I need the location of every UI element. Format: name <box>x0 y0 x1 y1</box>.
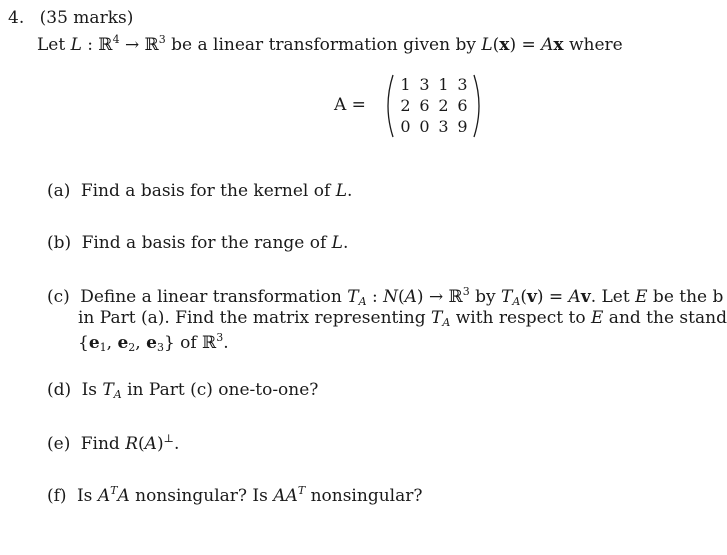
matrix-cell: 1 <box>438 75 449 94</box>
right-paren <box>474 75 479 137</box>
part-label: (c) <box>47 287 70 307</box>
part-sub: A <box>113 388 122 401</box>
part-var: AA <box>273 486 298 506</box>
part-text: Is <box>81 380 103 400</box>
matrix-cell: 9 <box>457 117 468 136</box>
part-var: A <box>117 486 130 506</box>
part-c-line-2 <box>78 308 727 329</box>
matrix-cell: 6 <box>457 96 468 115</box>
part-text: and the stand <box>603 308 727 328</box>
part-text: , <box>106 333 118 353</box>
intro-vector: x <box>499 35 510 55</box>
part-var: A <box>404 287 417 307</box>
matrix-entries <box>396 75 472 138</box>
part-sup: T <box>297 484 306 497</box>
part-label: (f) <box>47 486 67 506</box>
matrix-cell: 3 <box>438 117 449 136</box>
problem-number: 4. <box>8 8 25 28</box>
part-vector: e <box>117 333 129 353</box>
part-var: L <box>331 233 343 253</box>
part-text: } of ℝ <box>163 333 217 353</box>
part-var: A <box>144 434 157 454</box>
part-text: Is <box>76 486 98 506</box>
part-d <box>47 380 318 401</box>
part-var: T <box>431 308 443 328</box>
part-f <box>47 484 422 506</box>
left-paren <box>388 75 393 137</box>
part-text: ( <box>397 287 405 307</box>
part-var: A <box>97 486 111 506</box>
part-sub: 2 <box>128 341 136 354</box>
part-text: nonsingular? <box>305 486 423 506</box>
part-text: Find a basis for the kernel of <box>80 181 336 201</box>
part-text: in Part (a). Find the matrix representing <box>78 308 432 328</box>
part-var: N <box>383 287 398 307</box>
matrix-cell: 2 <box>438 96 449 115</box>
intro-sup: 3 <box>158 33 166 46</box>
part-text: with respect to <box>450 308 591 328</box>
part-end: . <box>347 181 353 201</box>
intro-vector: x <box>553 35 564 55</box>
part-var: T <box>102 380 114 400</box>
intro-text: → ℝ <box>119 35 159 55</box>
matrix-cell: 0 <box>400 117 411 136</box>
part-text: ( <box>520 287 527 307</box>
part-a <box>47 181 352 201</box>
problem-intro <box>37 33 623 55</box>
part-end: . <box>342 233 349 253</box>
part-vector: e <box>88 333 100 353</box>
part-var: R <box>125 434 139 454</box>
matrix <box>382 73 482 139</box>
part-label: (d) <box>47 380 72 400</box>
part-sub: A <box>442 316 451 329</box>
part-text: . Let <box>590 287 636 307</box>
part-text: . <box>223 333 229 353</box>
part-var: T <box>501 287 513 307</box>
part-text: ) = <box>536 287 569 307</box>
part-sub: A <box>358 295 367 308</box>
matrix-cell: 1 <box>400 75 411 94</box>
matrix-cell: 3 <box>419 75 430 94</box>
part-label: (e) <box>47 434 71 454</box>
part-var: T <box>347 287 359 307</box>
matrix-cell: 2 <box>400 96 411 115</box>
matrix-cell: 6 <box>419 96 430 115</box>
intro-text: ( <box>492 35 500 55</box>
part-vector: v <box>580 287 591 307</box>
part-sup: 3 <box>216 331 224 344</box>
part-sup: 3 <box>462 285 470 298</box>
part-e <box>47 432 179 454</box>
part-text: . <box>173 434 180 454</box>
part-var: E <box>635 287 648 307</box>
part-sub: A <box>512 295 521 308</box>
part-text: by <box>469 287 502 307</box>
part-text: in Part (c) one-to-one? <box>121 380 319 400</box>
matrix-label: A = <box>334 95 366 115</box>
intro-text: Let <box>37 35 71 55</box>
intro-var: A <box>541 35 554 55</box>
part-text: Define a linear transformation <box>80 287 348 307</box>
intro-text: where <box>563 35 623 55</box>
part-text: { <box>78 333 89 353</box>
intro-sup: 4 <box>112 33 120 46</box>
problem-header <box>8 8 133 28</box>
intro-text: ) = <box>509 35 542 55</box>
part-text: ( <box>138 434 145 454</box>
matrix-cell: 0 <box>419 117 430 136</box>
part-sub: 1 <box>99 341 107 354</box>
part-sup: ⊥ <box>163 432 174 445</box>
intro-var: L <box>481 35 493 55</box>
problem-marks: (35 marks) <box>39 8 134 28</box>
part-var: E <box>590 308 604 328</box>
part-sub: 3 <box>156 341 164 354</box>
part-text: Find a basis for the range of <box>81 233 332 253</box>
part-text: , <box>135 333 147 353</box>
intro-text: : ℝ <box>81 35 113 55</box>
part-var: L <box>335 181 347 201</box>
part-text: : <box>366 287 384 307</box>
part-label: (a) <box>47 181 71 201</box>
part-label: (b) <box>47 233 72 253</box>
part-c-line-3 <box>78 331 229 354</box>
part-c-line-1 <box>47 285 723 308</box>
matrix-cell: 3 <box>457 75 468 94</box>
part-text: Find <box>80 434 126 454</box>
part-text: ) <box>156 434 164 454</box>
part-vector: v <box>526 287 537 307</box>
part-text: be the b <box>647 287 724 307</box>
intro-var: L <box>70 35 82 55</box>
part-var: A <box>568 287 581 307</box>
part-sup: T <box>110 484 118 497</box>
intro-text: be a linear transformation given by <box>165 35 482 55</box>
part-text: ) → ℝ <box>416 287 463 307</box>
part-text: nonsingular? Is <box>129 486 274 506</box>
part-vector: e <box>146 333 157 353</box>
part-b <box>47 233 348 253</box>
